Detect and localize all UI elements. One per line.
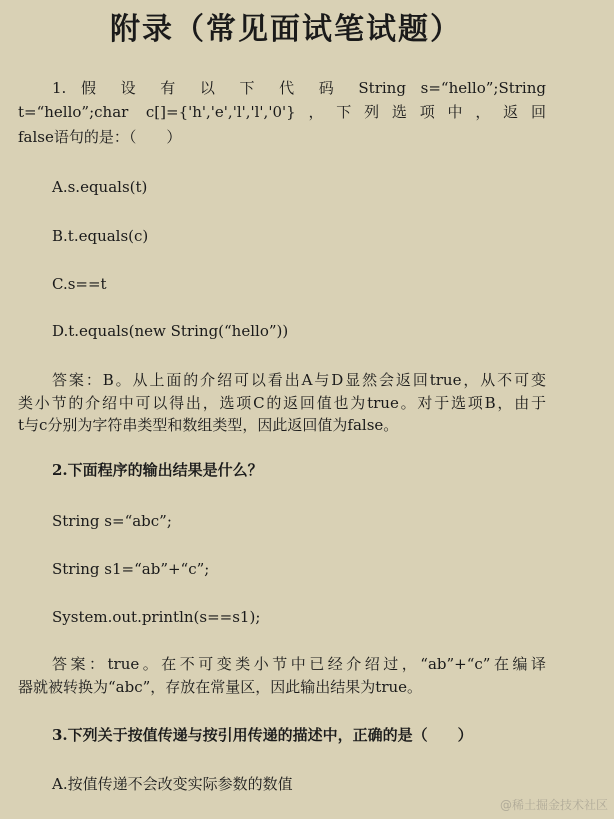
q2-code-line-1: String s=“abc”; (52, 512, 172, 530)
page-title: 附录（常见面试笔试题） (110, 12, 462, 47)
q2-answer-line-1: 答案：true。在不可变类小节中已经介绍过，“ab”+“c”在编译 (52, 655, 546, 673)
q1-answer-line-3: t与c分别为字符串类型和数组类型，因此返回值为false。 (18, 416, 399, 434)
q3-question: 3.下列关于按值传递与按引用传递的描述中，正确的是（ ） (52, 726, 473, 744)
q1-option-c: C.s==t (52, 275, 107, 293)
q3-option-a: A.按值传递不会改变实际参数的数值 (52, 775, 293, 793)
q1-option-b: B.t.equals(c) (52, 227, 149, 245)
q1-option-d: D.t.equals(new String(“hello”)) (52, 322, 289, 340)
q2-answer-line-2: 器就被转换为“abc”，存放在常量区，因此输出结果为true。 (18, 678, 423, 696)
q2-code-line-3: System.out.println(s==s1); (52, 608, 261, 626)
q1-option-a: A.s.equals(t) (52, 178, 148, 196)
q1-answer-line-1: 答案：B。从上面的介绍可以看出A与D显然会返回true，从不可变 (52, 371, 546, 389)
q1-line-3: false语句的是：（ ） (18, 128, 182, 146)
q1-line-1: 1. 假 设 有 以 下 代 码 String s=“hello”;String (52, 79, 546, 97)
q1-line-2: t=“hello”;char c[]={'h','e','l','l','0'}，下列选项中，返回 (18, 103, 546, 121)
watermark: @稀土掘金技术社区 (499, 798, 608, 812)
q2-code-line-2: String s1=“ab”+“c”; (52, 560, 210, 578)
q1-answer-line-2: 类小节的介绍中可以得出，选项C的返回值也为true。对于选项B，由于 (18, 394, 546, 412)
q2-question: 2.下面程序的输出结果是什么？ (52, 461, 263, 479)
